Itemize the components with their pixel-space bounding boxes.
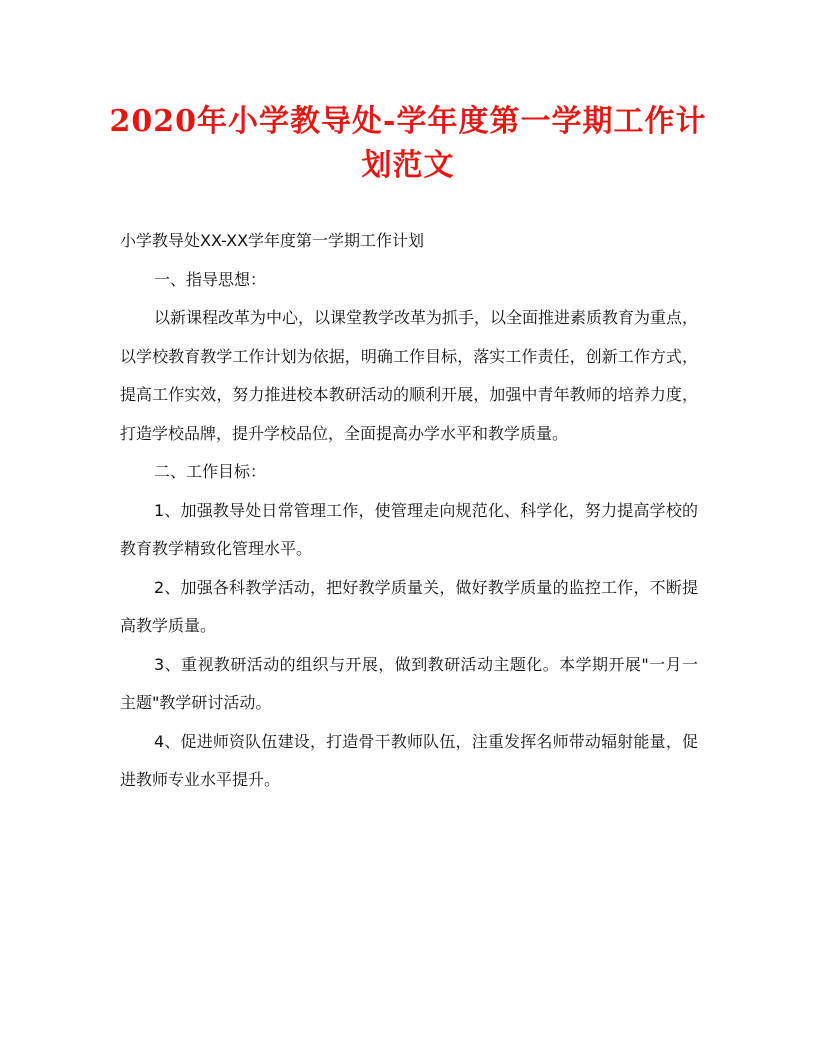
section-body-guiding-ideology: 以新课程改革为中心，以课堂教学改革为抓手，以全面推进素质教育为重点，以学校教育教学工作计划为依据，明确工作目标，落实工作责任，创新工作方式，提高工作实效，努力推进校本教研活动的顺利开展，加强中青年教师的培养力度，打造学校品牌，提升学校品位，全面提高办学水平和教学质量。	[120, 308, 699, 443]
section-heading-guiding-ideology: 一、指导思想：	[154, 269, 267, 289]
section-heading-work-goals: 二、工作目标：	[154, 462, 267, 481]
goal-item: 2、加强各科教学活动，把好教学质量关，做好教学质量的监控工作，不断提高教学质量。	[120, 577, 698, 635]
goal-item: 4、促进师资队伍建设，打造骨干教师队伍，注重发挥名师带动辐射能量，促进教师专业水平提升。	[120, 731, 698, 789]
document-body	[120, 222, 698, 800]
goal-item: 1、加强教导处日常管理工作，使管理走向规范化、科学化，努力提高学校的教育教学精致化管理水平。	[120, 500, 698, 558]
title-line-1: 2020年小学教导处-学年度第一学期工作计	[109, 104, 707, 139]
title-line-2: 划范文	[361, 148, 455, 183]
goal-item: 3、重视教研活动的组织与开展，做到教研活动主题化。本学期开展"一月一主题"教学研讨活动。	[120, 654, 698, 712]
document-title	[100, 100, 716, 188]
document-subtitle: 小学教导处XX-XX学年度第一学期工作计划	[120, 231, 425, 250]
